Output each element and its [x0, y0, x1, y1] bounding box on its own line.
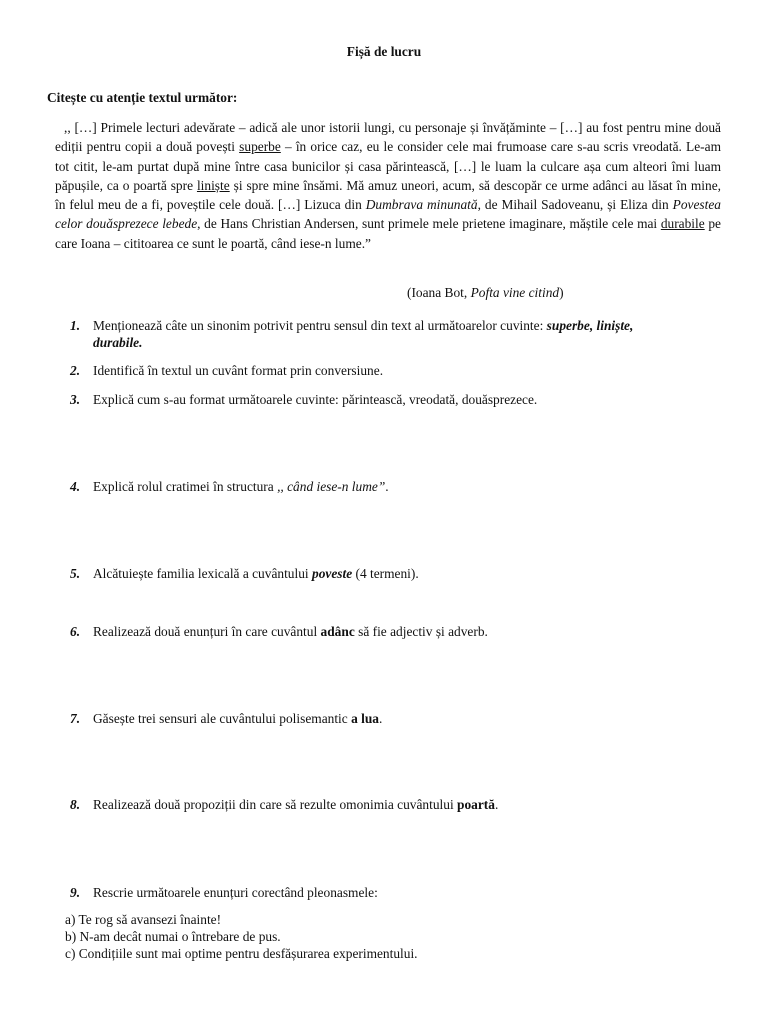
book-title-2: Povestea celor douăsprezece lebede [55, 197, 721, 232]
question-number: 1. [70, 318, 81, 333]
word-durabile: durabile [660, 216, 705, 232]
question-number: 7. [70, 711, 81, 726]
question-text: Menționează câte un sinonim potrivit pentru sensul din text al următoarelor cuvinte: [93, 318, 547, 333]
source-author: (Ioana Bot, [407, 285, 471, 300]
book-title-1: Dumbrava minunată [365, 197, 478, 213]
worksheet-title: Fișă de lucru [346, 44, 422, 59]
sentence-a: a) Te rog să avansezi înainte! [65, 912, 222, 927]
question-text: Identifică în textul un cuvânt format prin conversiune. [93, 363, 384, 378]
question-number: 6. [70, 624, 81, 639]
question-emphasis: poartă [457, 797, 495, 812]
question-emphasis: superbe, liniște, [546, 318, 634, 333]
passage-part-4: , de Mihail Sadoveanu, și Eliza din [477, 197, 673, 213]
question-text: Alcătuiește familia lexicală a cuvântului [93, 566, 312, 581]
passage-part-2: – în orice caz, eu le consider cele mai frumoase care s-au scris vreodată. Le-am tot citit, le-am purtat după mine între casa bunicilor și casa părintească, […] le luam la culcare așa cum alteori îmi luam păpușile, ca o poartă spre [55, 139, 721, 193]
word-liniste: liniște [196, 177, 230, 193]
question-after: . [494, 797, 499, 812]
word-superbe: superbe [239, 139, 281, 155]
question-text: Explică cum s-au format următoarele cuvinte: părintească, vreodată, douăsprezece. [93, 392, 538, 407]
question-text: Găsește trei sensuri ale cuvântului polisemantic [93, 711, 352, 726]
source-work: Pofta vine citind [470, 285, 560, 300]
reading-instruction: Citește cu atenție textul următor: [47, 90, 238, 105]
sentence-b: b) N-am decât numai o întrebare de pus. [65, 928, 281, 944]
passage-part-6: pe care Ioana – cititoarea ce sunt le poartă, când iese-n lume.” [55, 216, 721, 251]
passage-part-3: și spre mine însămi. Mă amuz uneori, acum, să descopăr ce urme adânci au lăsat în mine, în felul meu de a fi, poveștile cele două. […] Lizuca din [55, 177, 722, 213]
question-number: 9. [70, 885, 81, 900]
sentence-c: c) Condițiile sunt mai optime pentru desfășurarea experimentului. [65, 945, 418, 961]
question-text: Realizează două enunțuri în care cuvântul [93, 624, 321, 639]
question-text: Rescrie următoarele enunțuri corectând pleonasmele: [93, 885, 378, 900]
passage-part-1: ,, […] Primele lecturi adevărate – adică ale unor istorii lungi, cu personaje și învățăminte – […] au fost pentru mine două ediții pentru copii a două povești [55, 120, 721, 155]
question-number: 2. [70, 363, 81, 378]
source-close: ) [559, 285, 564, 300]
question-emphasis: a lua [351, 711, 379, 726]
pleonasm-sentences [65, 912, 418, 962]
passage-source [407, 285, 564, 301]
question-after: (4 termeni). [352, 566, 419, 581]
question-continuation: durabile. [93, 335, 143, 350]
question-after: să fie adjectiv și adverb. [354, 624, 488, 639]
question-emphasis: ,, când iese-n lume” [277, 479, 386, 494]
question-emphasis: poveste [312, 566, 353, 581]
question-text: Explică rolul cratimei în structura [93, 479, 278, 494]
question-number: 5. [70, 566, 81, 581]
reading-passage [55, 118, 721, 253]
passage-part-5: , de Hans Christian Andersen, sunt primele mele prietene imaginare, măștile cele mai [197, 216, 661, 232]
question-number: 8. [70, 797, 81, 812]
question-emphasis: adânc [320, 624, 355, 639]
question-number: 3. [70, 392, 81, 407]
question-text: Realizează două propoziții din care să rezulte omonimia cuvântului [93, 797, 458, 812]
question-after: . [378, 711, 383, 726]
question-number: 4. [70, 479, 81, 494]
question-after: . [385, 479, 389, 494]
